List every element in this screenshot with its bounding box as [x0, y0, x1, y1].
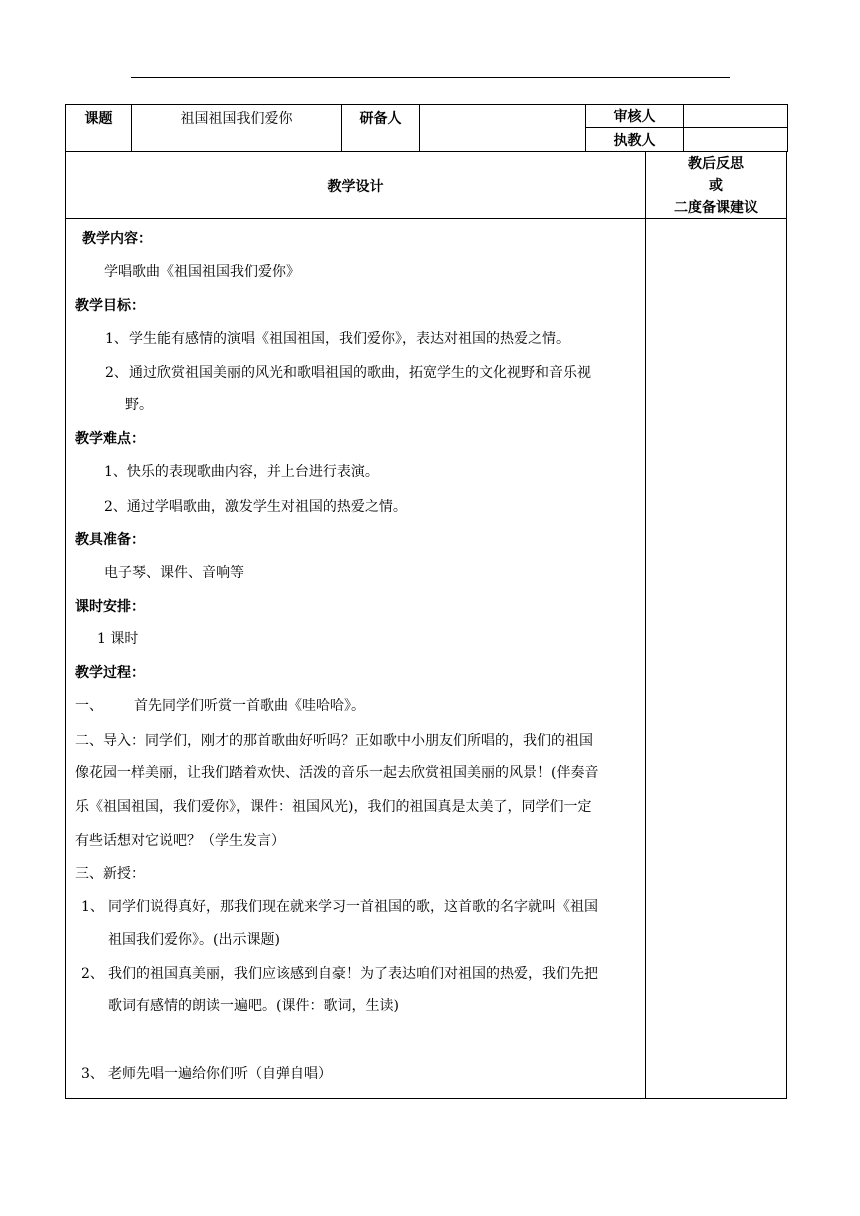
- process-3-heading: 三、新授：: [75, 866, 145, 882]
- reflection-line-2: 或: [709, 178, 723, 194]
- heading-tools: 教具准备：: [75, 532, 145, 548]
- difficulty-2: 2、通过学唱歌曲，激发学生对祖国的热爱之情。: [104, 499, 407, 515]
- lesson-info-table: [65, 104, 788, 152]
- preparer-label: 研备人: [342, 105, 420, 152]
- design-heading: 教学设计: [327, 179, 384, 195]
- step-2-line-2: 歌词有感情的朗读一遍吧。(课件：歌词，生读): [108, 998, 399, 1014]
- heading-content: 教学内容：: [82, 231, 152, 247]
- heading-difficulty: 教学难点：: [75, 431, 145, 447]
- reviewer-value: [684, 105, 788, 128]
- reflection-heading: [646, 153, 786, 219]
- content-text: 学唱歌曲《祖国祖国我们爱你》: [104, 264, 300, 280]
- heading-process: 教学过程：: [75, 665, 145, 681]
- column-divider: [645, 152, 646, 1098]
- reviewer-label: 审核人: [586, 105, 684, 128]
- tools-text: 电子琴、课件、音响等: [104, 565, 244, 581]
- difficulty-1: 1、快乐的表现歌曲内容，并上台进行表演。: [104, 464, 379, 480]
- reflection-line-1: 教后反思: [688, 156, 744, 172]
- goal-2-number: 2、: [105, 365, 128, 381]
- reflection-line-3: 二度备课建议: [674, 200, 758, 216]
- process-1-number: 一、: [75, 698, 103, 714]
- heading-goals: 教学目标：: [75, 298, 145, 314]
- schedule-text: 1 课时: [97, 631, 139, 647]
- step-1-number: 1、: [81, 899, 104, 915]
- teacher-label: 执教人: [586, 128, 684, 152]
- process-2-line-4: 有些话想对它说吧？（学生发言）: [75, 833, 285, 849]
- goal-2-text-cont: 野。: [125, 397, 153, 413]
- step-2-line-1: 我们的祖国真美丽，我们应该感到自豪！为了表达咱们对祖国的热爱，我们先把: [108, 966, 598, 982]
- goal-2-text: 通过欣赏祖国美丽的风光和歌唱祖国的歌曲，拓宽学生的文化视野和音乐视: [129, 365, 591, 381]
- process-2-line-2: 像花园一样美丽，让我们踏着欢快、活泼的音乐一起去欣赏祖国美丽的风景！(伴奏音: [75, 765, 599, 781]
- topic-value: 祖国祖国我们爱你: [132, 105, 342, 152]
- step-1-line-2: 祖国我们爱你》。(出示课题): [108, 932, 280, 948]
- step-3-text: 老师先唱一遍给你们听（自弹自唱）: [108, 1066, 332, 1082]
- step-3-number: 3、: [81, 1066, 104, 1082]
- goal-1-number: 1、: [105, 331, 128, 347]
- process-1-text: 首先同学们听赏一首歌曲《哇哈哈》。: [134, 698, 365, 714]
- topic-label: 课题: [66, 105, 132, 152]
- header-rule: [131, 77, 730, 78]
- step-2-number: 2、: [81, 966, 104, 982]
- teacher-value: [684, 128, 788, 152]
- preparer-value: [420, 105, 586, 152]
- process-2-line-3: 乐《祖国祖国，我们爱你》，课件：祖国风光)，我们的祖国真是太美了，同学们一定: [75, 799, 592, 815]
- goal-1-text: 学生能有感情的演唱《祖国祖国，我们爱你》，表达对祖国的热爱之情。: [129, 331, 570, 347]
- step-1-line-1: 同学们说得真好，那我们现在就来学习一首祖国的歌，这首歌的名字就叫《祖国: [108, 899, 598, 915]
- process-2-line-1: 二、导入：同学们，刚才的那首歌曲好听吗？正如歌中小朋友们所唱的，我们的祖国: [75, 733, 593, 749]
- heading-schedule: 课时安排：: [75, 599, 145, 615]
- lesson-body: [65, 152, 787, 1099]
